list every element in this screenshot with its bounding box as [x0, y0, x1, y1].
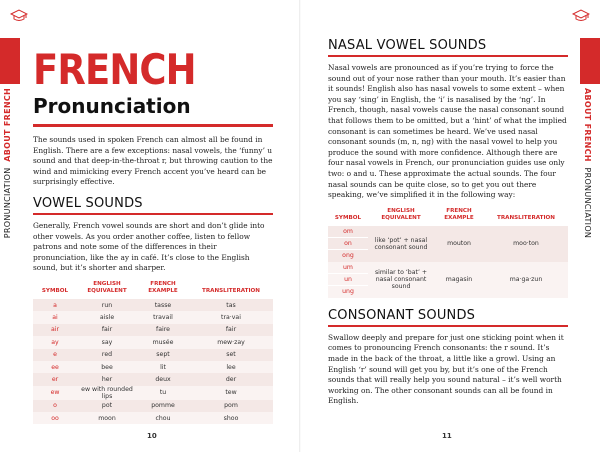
- column-header: ENGLISH EQUIVALENT: [381, 207, 421, 221]
- table-cell: tasse: [137, 299, 189, 311]
- tab-marker: [0, 38, 20, 84]
- side-tab-topic: PRONUNCIATION: [3, 167, 12, 239]
- tab-marker: [580, 38, 600, 84]
- consonant-paragraph: Swallow deeply and prepare for just one sticking point when it comes to pronouncing French consonants: the r sound. It’s made in the back of the throat, a little like a growl. Using an English ‘r’ sound will get you by, but it’s one of the French sounds that will really help you sound natural – it’s well worth working on. The other consonant sounds can all be found in English.: [328, 332, 564, 406]
- vowel-paragraph: Generally, French vowel sounds are short and don’t glide into other vowels. As you order another coffee, listen to fellow patrons and note some of the differences in their pronunciation, like the ay in café. It’s close to the English sound, but it’s shorter and sharper.: [33, 220, 265, 273]
- intro-paragraph: The sounds used in spoken French can almost all be found in English. There are a few exceptions: nasal vowels, the ‘funny’ u sound and that deep-in-the-throat r, but throwing caution to the wind and mimicking every French accent you’ve heard can be surprisingly effective.: [33, 135, 273, 187]
- table-cell: ay: [33, 336, 77, 348]
- table-row: [33, 386, 273, 400]
- section-rule: [328, 325, 568, 327]
- table-cell: similar to ‘bat’ + nasal consonant sound: [368, 262, 434, 298]
- table-cell: moo·ton: [484, 226, 568, 262]
- side-tab-topic: PRONUNCIATION: [583, 167, 592, 239]
- column-header: TRANSLITERATION: [202, 287, 260, 294]
- section-rule: [33, 213, 273, 215]
- table-cell: air: [33, 324, 77, 336]
- table-cell: der: [189, 373, 273, 385]
- vowel-sounds-heading: VOWEL SOUNDS: [33, 195, 143, 211]
- page-gutter: [299, 0, 301, 452]
- table-cell: fair: [189, 324, 273, 336]
- table-row: [33, 349, 273, 361]
- side-tab-section: ABOUT FRENCH: [583, 88, 592, 162]
- table-cell: er: [33, 373, 77, 385]
- side-tab-label: [3, 88, 12, 238]
- column-header: ENGLISH EQUIVALENT: [87, 280, 127, 294]
- table-cell: shoo: [189, 412, 273, 424]
- table-row: [33, 412, 273, 424]
- column-header: TRANSLITERATION: [497, 214, 555, 221]
- table-row: [33, 311, 273, 323]
- table-cell: om: [328, 226, 368, 238]
- nasal-vowel-sounds-heading: NASAL VOWEL SOUNDS: [328, 38, 487, 53]
- table-cell: travail: [137, 311, 189, 323]
- table-cell: pomme: [137, 400, 189, 412]
- nasal-paragraph: Nasal vowels are pronounced as if you’re trying to force the sound out of your nose rather than your mouth. It’s easier than it sounds! English also has nasal vowels to some extent – when you say ‘sing’ in English, the ‘i’ is nasalised by the ‘ng’. In French, though, nasal vowels cause the nasal consonant sound that follows them to be omitted, but a ‘hint’ of what the implied consonant is can sometimes be heard. We’ve used nasal consonant sounds (m, n, ng) with the nasal vowel to help you produce the sound with more confidence. Although there are four nasal vowels in French, our pronunciation guides use only two: o and u. These approximate the actual sounds. The four nasal sounds can be quite close, so to get you out there speaking, we’ve simplified it in the following way:: [328, 63, 567, 200]
- table-cell: tu: [137, 386, 189, 400]
- title-rule: [33, 124, 273, 127]
- page-number: 10: [147, 432, 157, 440]
- table-cell: ew with rounded lips: [77, 386, 137, 400]
- table-cell: ong: [328, 250, 368, 262]
- table-cell: mouton: [434, 226, 484, 262]
- table-cell: oo: [33, 412, 77, 424]
- graduation-cap-icon: [10, 8, 28, 22]
- table-cell: moon: [77, 412, 137, 424]
- table-cell: deux: [137, 373, 189, 385]
- right-page: [328, 38, 568, 407]
- table-cell: tas: [189, 299, 273, 311]
- table-cell: ee: [33, 361, 77, 373]
- left-page: [33, 45, 273, 424]
- table-cell: mew·zay: [189, 336, 273, 348]
- table-row: [33, 400, 273, 412]
- section-rule: [328, 55, 568, 57]
- table-cell: ung: [328, 286, 368, 298]
- table-cell: um: [328, 262, 368, 274]
- table-cell: bee: [77, 361, 137, 373]
- table-cell: chou: [137, 412, 189, 424]
- table-row: [33, 336, 273, 348]
- vowel-table: [33, 281, 273, 425]
- table-row: [33, 299, 273, 311]
- consonant-sounds-heading: CONSONANT SOUNDS: [328, 307, 476, 323]
- table-cell: sept: [137, 349, 189, 361]
- table-cell: run: [77, 299, 137, 311]
- column-header: SYMBOL: [41, 287, 69, 294]
- table-row: [33, 324, 273, 336]
- column-header: SYMBOL: [334, 214, 362, 221]
- table-row: [328, 262, 568, 274]
- side-tab-label: [583, 88, 592, 238]
- page-number: 11: [442, 432, 452, 440]
- table-cell: fair: [77, 324, 137, 336]
- table-cell: lit: [137, 361, 189, 373]
- table-row: [328, 226, 568, 238]
- table-cell: o: [33, 400, 77, 412]
- table-cell: red: [77, 349, 137, 361]
- table-cell: ai: [33, 311, 77, 323]
- nasal-table: [328, 208, 568, 298]
- table-cell: her: [77, 373, 137, 385]
- side-tab-left: [0, 38, 20, 239]
- table-cell: pot: [77, 400, 137, 412]
- table-cell: musée: [137, 336, 189, 348]
- table-row: [33, 361, 273, 373]
- side-tab-section: ABOUT FRENCH: [3, 88, 12, 162]
- page-subtitle: Pronunciation: [33, 94, 191, 118]
- table-cell: tra·vai: [189, 311, 273, 323]
- table-cell: ma·ga·zun: [484, 262, 568, 298]
- column-header: FRENCH EXAMPLE: [148, 280, 178, 294]
- table-cell: pom: [189, 400, 273, 412]
- table-cell: faire: [137, 324, 189, 336]
- table-row: [33, 373, 273, 385]
- table-cell: e: [33, 349, 77, 361]
- table-cell: on: [328, 238, 368, 250]
- table-cell: a: [33, 299, 77, 311]
- table-cell: ew: [33, 386, 77, 400]
- table-cell: lee: [189, 361, 273, 373]
- table-cell: tew: [189, 386, 273, 400]
- page-title: FRENCH: [33, 45, 196, 94]
- table-cell: say: [77, 336, 137, 348]
- side-tab-right: [580, 38, 600, 239]
- table-cell: aisle: [77, 311, 137, 323]
- table-cell: like ‘pot’ + nasal consonant sound: [368, 226, 434, 262]
- column-header: FRENCH EXAMPLE: [444, 207, 474, 221]
- table-cell: set: [189, 349, 273, 361]
- graduation-cap-icon: [572, 8, 590, 22]
- table-cell: magasin: [434, 262, 484, 298]
- table-cell: un: [328, 274, 368, 286]
